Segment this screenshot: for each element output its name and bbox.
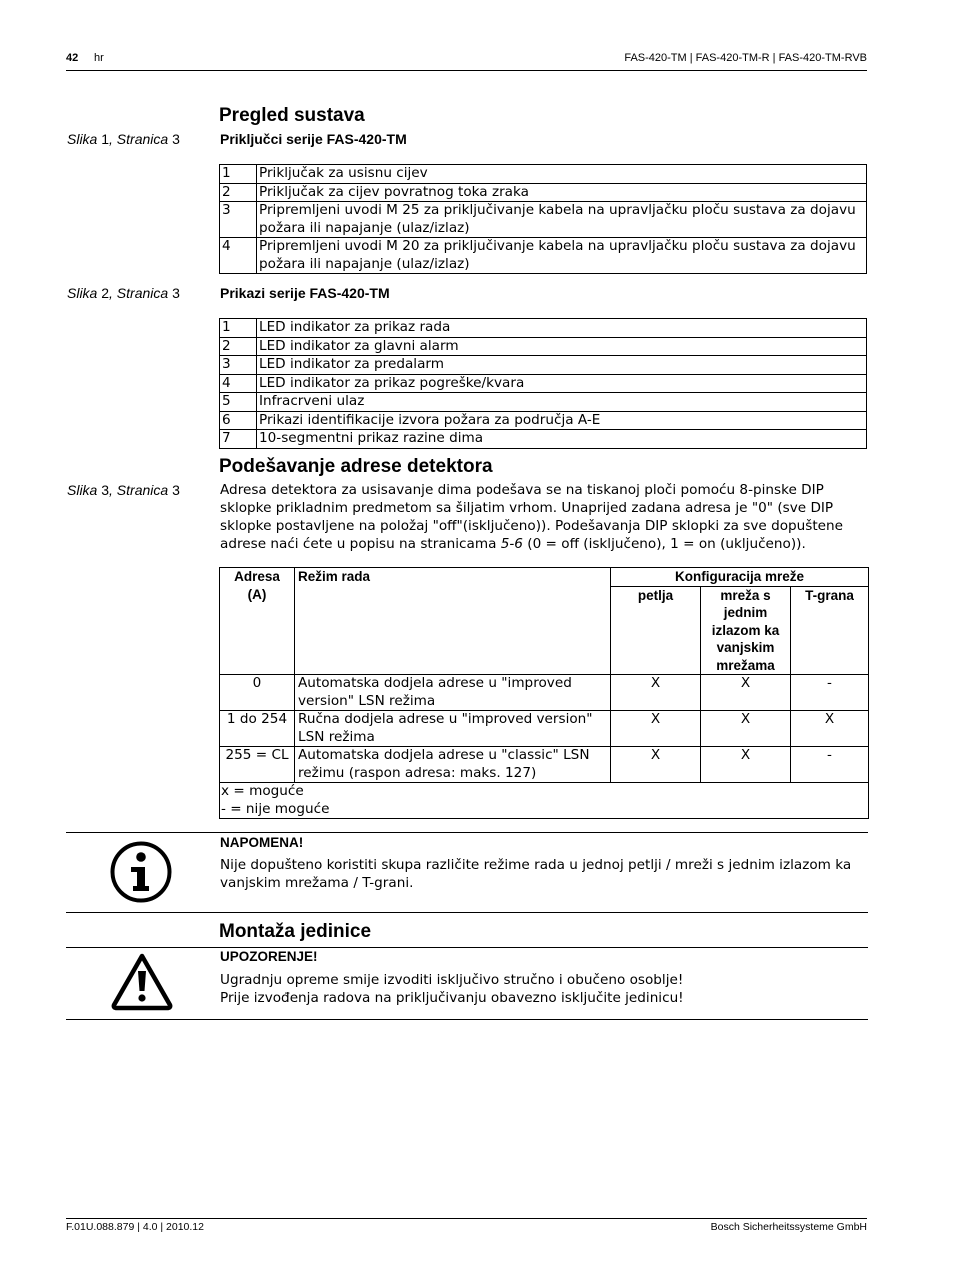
figure-2-caption: Prikazi serije FAS-420-TM xyxy=(220,285,390,301)
table-row: 4 LED indikator za prikaz pogreške/kvara xyxy=(220,374,867,393)
table-row: 3 LED indikator za predalarm xyxy=(220,356,867,375)
section-title-pregled: Pregled sustava xyxy=(219,105,365,126)
warning-triangle-icon xyxy=(109,951,175,1011)
section-title-montaza: Montaža jedinice xyxy=(219,921,372,942)
legend-not-possible: - = nije moguće xyxy=(221,800,330,817)
table-row: 4 Pripremljeni uvodi M 20 za priključivanje kabela na upravljačku ploču sustava za dojavu požara ili napajanje (ulaz/izlaz) xyxy=(220,238,867,274)
table-row: 255 = CL Automatska dodjela adrese u "classic" LSN režimu (raspon adresa: maks. 127) X X - xyxy=(220,747,869,783)
table-row: 5 Infracrveni ulaz xyxy=(220,393,867,412)
table-row: 0 Automatska dodjela adrese u "improved version" LSN režima X X - xyxy=(220,675,869,711)
product-header: FAS-420-TM | FAS-420-TM-R | FAS-420-TM-RVB xyxy=(624,52,867,64)
table-row: 1 Priključak za usisnu cijev xyxy=(220,165,867,184)
table-row: 2 LED indikator za glavni alarm xyxy=(220,337,867,356)
warning-line-2: Prije izvođenja radova na priključivanju obavezno isključite jedinicu! xyxy=(220,990,684,1006)
table-row: 6 Prikazi identifikacije izvora požara za područja A-E xyxy=(220,411,867,430)
warning-bottom-rule xyxy=(66,1019,868,1020)
figure-2-reference: Slika 2, Stranica 3 xyxy=(67,285,180,301)
address-paragraph: Adresa detektora za usisavanje dima podešava se na tiskanoj ploči pomoću 8-pinske DIP sklopke prikladnim predmetom sa šiljatim vrhom. Unaprijed zadana adresa je "0" (sve DIP sklopke postavljene na položaj "off"(isključeno)). Podešavanja DIP sklopki za sve dopuštene adrese naći ćete u popisu na stranicama 5-6 (0 = off (isključeno), 1 = on (uključeno)). xyxy=(220,482,844,552)
note-title: NAPOMENA! xyxy=(220,835,304,850)
company-name: Bosch Sicherheitssysteme GmbH xyxy=(710,1221,867,1233)
page-language: hr xyxy=(94,52,104,64)
figure-1-reference: Slika 1, Stranica 3 xyxy=(67,131,180,147)
table-row: 3 Pripremljeni uvodi M 25 za priključivanje kabela na upravljačku ploču sustava za dojavu požara ili napajanje (ulaz/izlaz) xyxy=(220,202,867,238)
table-header-row: petlja mreža s jednim izlazom ka vanjskim mrežama T-grana xyxy=(220,586,869,675)
note-top-rule xyxy=(66,832,868,833)
warning-top-rule xyxy=(66,947,868,948)
note-text: Nije dopušteno koristiti skupa različite režime rada u jednoj petlji / mreži s jednim izlazom ka vanjskim mrežama / T-grani. xyxy=(220,857,852,891)
note-bottom-rule xyxy=(66,912,868,913)
displays-table xyxy=(219,318,867,449)
info-icon xyxy=(109,840,173,904)
footer-rule xyxy=(66,1218,867,1219)
warning-line-1: Ugradnju opreme smije izvoditi isključivo stručno i obučeno osoblje! xyxy=(220,972,684,988)
connections-table xyxy=(219,164,867,274)
figure-1-caption: Priključci serije FAS-420-TM xyxy=(220,131,407,147)
figure-3-reference: Slika 3, Stranica 3 xyxy=(67,482,180,498)
address-table xyxy=(219,567,869,819)
warning-title: UPOZORENJE! xyxy=(220,949,318,964)
table-legend-row xyxy=(220,783,869,819)
table-row: 1 do 254 Ručna dodjela adrese u "improved version" LSN režima X X X xyxy=(220,711,869,747)
table-row: 7 10-segmentni prikaz razine dima xyxy=(220,430,867,449)
table-row: 1 LED indikator za prikaz rada xyxy=(220,319,867,338)
table-header-row: Adresa (A) Režim rada Konfiguracija mreže xyxy=(220,568,869,587)
legend-possible: x = moguće xyxy=(221,783,304,799)
table-row: 2 Priključak za cijev povratnog toka zraka xyxy=(220,183,867,202)
page-number: 42 xyxy=(66,52,79,64)
section-title-podesavanje: Podešavanje adrese detektora xyxy=(219,456,493,477)
document-id: F.01U.088.879 | 4.0 | 2010.12 xyxy=(66,1221,204,1233)
header-rule xyxy=(66,70,867,71)
